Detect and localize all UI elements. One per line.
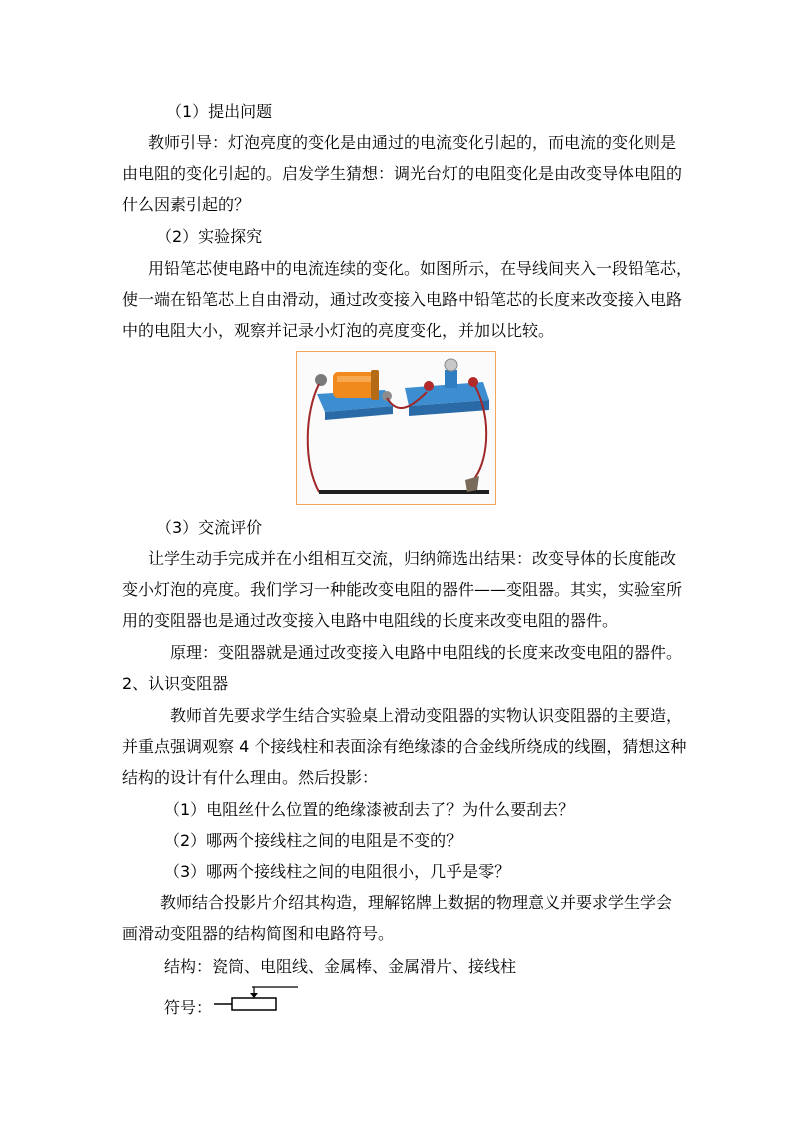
section-heading: 2、认识变阻器 xyxy=(122,674,229,693)
lamp-bulb xyxy=(445,359,457,371)
section-heading: （3）交流评价 xyxy=(156,518,263,537)
battery-terminal-left xyxy=(315,374,327,386)
lamp-holder xyxy=(445,370,457,388)
paragraph-line: 结构的设计有什么理由。然后投影： xyxy=(122,768,379,787)
paragraph-line: 让学生动手完成并在小组相互交流，归纳筛选出结果：改变导体的长度能改 xyxy=(148,549,677,568)
paragraph-line: 什么因素引起的？ xyxy=(122,195,251,214)
structure-text: 结构：瓷筒、电阻线、金属棒、金属滑片、接线柱 xyxy=(164,957,517,976)
paragraph-line: 教师引导：灯泡亮度的变化是由通过的电流变化引起的，而电流的变化则是 xyxy=(148,133,677,152)
section-heading: （1）提出问题 xyxy=(166,102,273,121)
lamp-terminal-left xyxy=(424,381,434,391)
paragraph-line: 教师首先要求学生结合实验桌上滑动变阻器的实物认识变阻器的主要造， xyxy=(170,706,683,725)
wire-left xyxy=(308,384,319,492)
symbol-label: 符号： xyxy=(164,998,213,1017)
paragraph-line: 使一端在铅笔芯上自由滑动，通过改变接入电路中铅笔芯的长度来改变接入电路 xyxy=(122,290,683,309)
pencil-lead xyxy=(319,490,489,494)
question-item: （1）电阻丝什么位置的绝缘漆被刮去了？为什么要刮去？ xyxy=(164,800,575,819)
principle-text: 原理：变阻器就是通过改变接入电路中电阻线的长度来改变电阻的器件。 xyxy=(170,643,683,662)
battery-cap xyxy=(371,370,379,400)
paragraph-line: 用铅笔芯使电路中的电流连续的变化。如图所示，在导线间夹入一段铅笔芯， xyxy=(148,259,693,278)
paragraph-line: 由电阻的变化引起的。启发学生猜想：调光台灯的电阻变化是由改变导体电阻的 xyxy=(122,164,683,183)
experiment-circuit-image xyxy=(296,351,496,505)
paragraph-line: 用的变阻器也是通过改变接入电路中电阻线的长度来改变电阻的器件。 xyxy=(122,611,619,630)
circuit-illustration xyxy=(297,352,495,504)
lamp-terminal-right xyxy=(468,377,478,387)
paragraph-line: 画滑动变阻器的结构简图和电路符号。 xyxy=(122,924,395,943)
paragraph-line: 中的电阻大小，观察并记录小灯泡的亮度变化，并加以比较。 xyxy=(122,321,555,340)
question-item: （3）哪两个接线柱之间的电阻很小，几乎是零？ xyxy=(164,862,511,881)
paragraph-line: 并重点强调观察 4 个接线柱和表面涂有绝缘漆的合金线所绕成的线圈，猜想这种 xyxy=(122,737,687,756)
section-heading: （2）实验探究 xyxy=(156,227,263,246)
alligator-clip xyxy=(465,476,479,492)
battery xyxy=(333,372,375,398)
paragraph-line: 教师结合投影片介绍其构造，理解铭牌上数据的物理意义并要求学生学会 xyxy=(160,893,673,912)
battery-highlight xyxy=(337,376,371,382)
rheostat-symbol-icon xyxy=(214,985,304,1015)
paragraph-line: 变小灯泡的亮度。我们学习一种能改变电阻的器件——变阻器。其实，实验室所 xyxy=(122,580,683,599)
question-item: （2）哪两个接线柱之间的电阻是不变的？ xyxy=(164,831,463,850)
